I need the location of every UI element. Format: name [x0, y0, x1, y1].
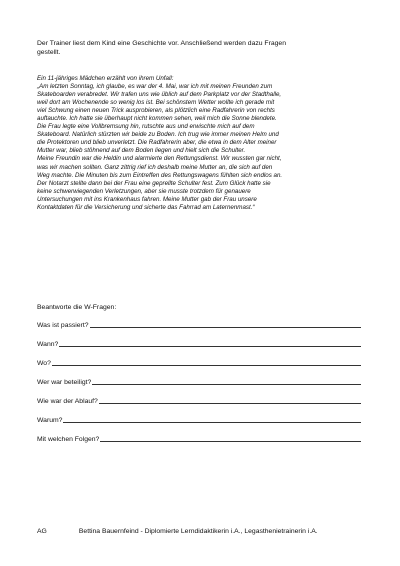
- question-row-where: [37, 358, 361, 367]
- answer-line[interactable]: [100, 435, 361, 442]
- story-text: [37, 75, 367, 212]
- question-row-how: [37, 396, 361, 405]
- story-line: Der Notarzt stellte dann bei der Frau eine geprellte Schulter fest. Zum Glück hatte sie: [37, 179, 271, 187]
- story-line: Mutter war, blieb stöhnend auf dem Boden liegen und hielt sich die Schulter.: [37, 147, 246, 155]
- story-line: „Am letzten Sonntag, ich glaube, es war der 4. Mai, war ich mit meinen Freunden zum: [37, 83, 273, 91]
- question-label: Was ist passiert?: [37, 322, 89, 329]
- page-footer: [37, 528, 377, 535]
- question-row-who: [37, 377, 361, 386]
- story-line: Skateboard. Natürlich stürzten wir beide zu Boden. Ich trug wie immer meinen Helm und: [37, 131, 279, 139]
- answer-line[interactable]: [92, 378, 361, 385]
- answer-line[interactable]: [63, 416, 361, 423]
- question-label: Wann?: [37, 341, 59, 348]
- answer-line[interactable]: [90, 321, 362, 328]
- questions-heading: Beantworte die W-Fragen:: [37, 304, 117, 311]
- intro-line-1: Der Trainer liest dem Kind eine Geschichte vor. Anschließend werden dazu Fragen: [37, 40, 286, 47]
- story-line: auftauchte. Ich hatte sie überhaupt nicht kommen sehen, weil mich die Sonne blendete.: [37, 115, 277, 123]
- footer-tag: AG: [37, 528, 47, 535]
- story-line: die Protektoren und blieb unverletzt. Die Radfahrerin aber, die etwa in dem Alter meiner: [37, 139, 277, 147]
- answer-line[interactable]: [52, 359, 361, 366]
- intro-line-2: gestellt.: [37, 49, 61, 56]
- story-line: Die Frau legte eine Vollbremsung hin, rutschte aus und erwischte mich auf dem: [37, 123, 255, 131]
- story-line: viel Schwung einen neuen Trick ausprobieren, als plötzlich eine Radfahrerin von rechts: [37, 107, 275, 115]
- answer-line[interactable]: [59, 340, 361, 347]
- question-label: Wo?: [37, 360, 51, 367]
- story-line: Kontaktdaten für die Versicherung und sicherte das Fahrrad am Laternenmast.“: [37, 203, 255, 211]
- story-line: keine schwerwiegenden Verletzungen, aber sie musste trotzdem für genauere: [37, 187, 251, 195]
- question-row-why: [37, 415, 361, 424]
- intro-text: [37, 39, 367, 57]
- story-line: Meine Freundin war die Heldin und alarmierte den Rettungsdienst. Wir wussten gar nicht,: [37, 155, 282, 163]
- story-line: was wir machen sollten. Ganz zittrig rief ich deshalb meine Mutter an, die sich auf den: [37, 163, 273, 171]
- story-line: Ein 11-jähriges Mädchen erzählt von ihrem Unfall:: [37, 75, 174, 82]
- question-row-what: [37, 320, 361, 329]
- question-label: Wer war beteiligt?: [37, 379, 92, 386]
- story-line: Weg machte. Die Minuten bis zum Eintreffen des Rettungswagens fühlten sich endlos an.: [37, 171, 283, 179]
- story-line: Untersuchungen mit ins Krankenhaus fahren. Meine Mutter gab der Frau unsere: [37, 195, 257, 203]
- story-line: weil dort am Wochenende so wenig los ist. Bei schönstem Wetter wollte ich gerade mit: [37, 99, 275, 107]
- footer-author: Bettina Bauernfeind - Diplomierte Lerndidaktikerin i.A., Legasthenietrainerin i.A.: [78, 528, 318, 535]
- question-label: Wie war der Ablauf?: [37, 398, 98, 405]
- question-row-when: [37, 339, 361, 348]
- answer-line[interactable]: [99, 397, 361, 404]
- question-label: Mit welchen Folgen?: [37, 436, 100, 443]
- question-label: Warum?: [37, 417, 63, 424]
- story-line: Skateboarden verabredet. Wir trafen uns wie üblich auf dem Parkplatz vor der Stadthalle,: [37, 91, 282, 99]
- question-row-consequences: [37, 434, 361, 443]
